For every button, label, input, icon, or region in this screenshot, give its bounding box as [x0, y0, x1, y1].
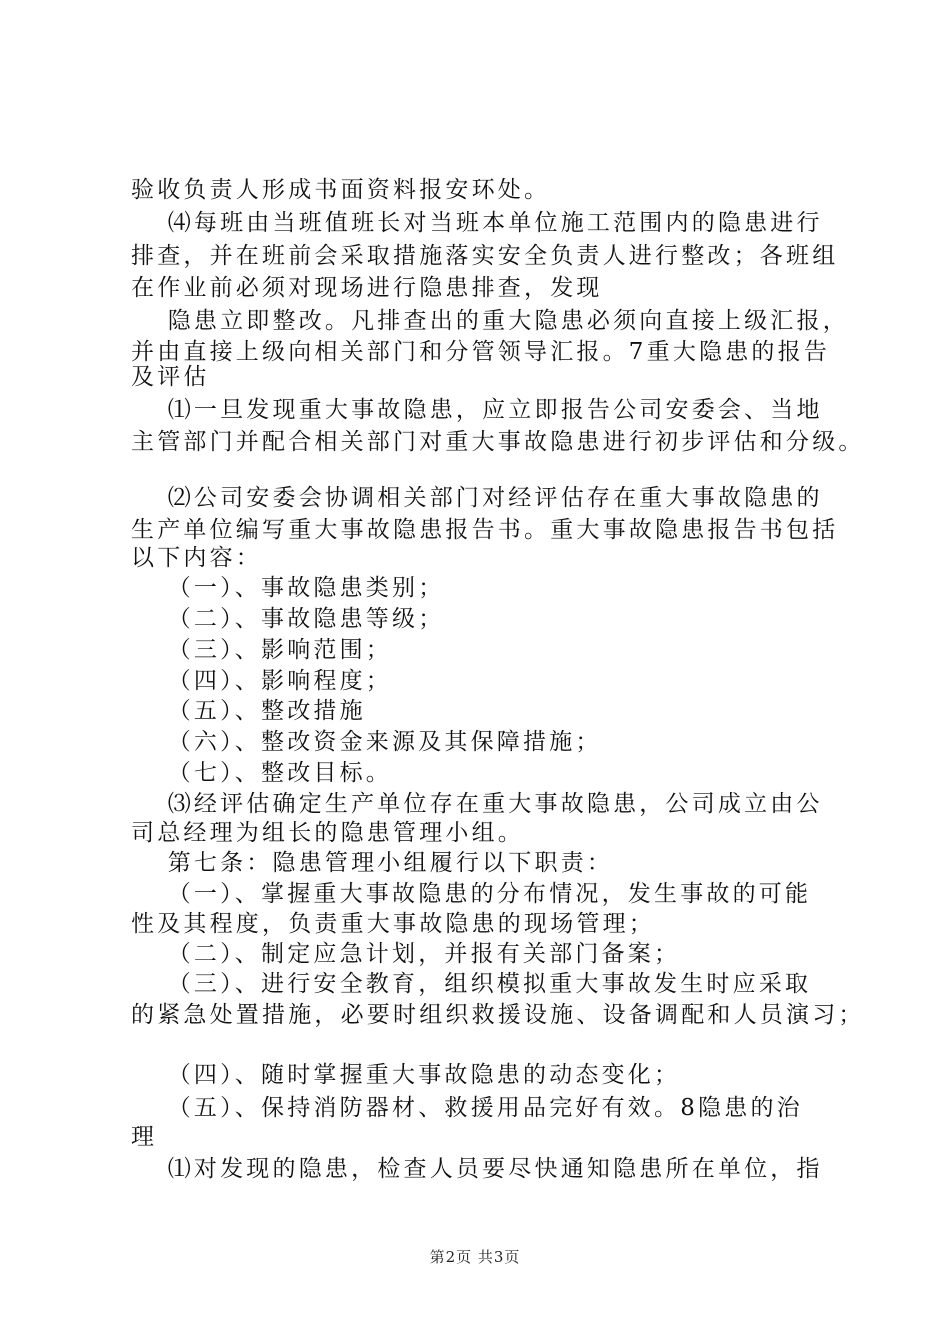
text-line: （二）、事故隐患等级； [131, 606, 445, 632]
text-line: （五）、整改措施 [131, 698, 366, 724]
text-line: （四）、影响程度； [131, 668, 393, 694]
text-line: （三）、进行安全教育，组织模拟重大事故发生时应采取 [131, 971, 812, 997]
text-line: 主管部门并配合相关部门对重大事故隐患进行初步评估和分级。 [131, 429, 865, 455]
text-line: ⑶经评估确定生产单位存在重大事故隐患，公司成立由公 [131, 791, 823, 817]
text-line: 第七条：隐患管理小组履行以下职责： [131, 850, 614, 876]
text-line: 排查，并在班前会采取措施落实安全负责人进行整改；各班组 [131, 243, 839, 269]
text-line: 司总经理为组长的隐患管理小组。 [131, 820, 524, 846]
text-line: ⑷每班由当班值班长对当班本单位施工范围内的隐患进行 [131, 210, 823, 236]
text-line: 并由直接上级向相关部门和分管领导汇报。7重大隐患的报告 [131, 339, 831, 365]
text-line: 验收负责人形成书面资料报安环处。 [131, 177, 551, 203]
text-line: 以下内容： [131, 545, 262, 571]
text-line: （五）、保持消防器材、救援用品完好有效。8隐患的治 [131, 1095, 803, 1121]
text-line: （一）、掌握重大事故隐患的分布情况，发生事故的可能 [131, 881, 812, 907]
text-line: 理 [131, 1124, 158, 1150]
text-line: 在作业前必须对现场进行隐患排查，发现 [131, 275, 603, 301]
text-line: （六）、整改资金来源及其保障措施； [131, 729, 602, 755]
text-line: 生产单位编写重大事故隐患报告书。重大事故隐患报告书包括 [131, 517, 839, 543]
text-line: 性及其程度，负责重大事故隐患的现场管理； [131, 911, 655, 937]
text-line: （四）、随时掌握重大事故隐患的动态变化； [131, 1062, 681, 1088]
text-line: ⑵公司安委会协调相关部门对经评估存在重大事故隐患的 [131, 485, 823, 511]
text-line: （三）、影响范围； [131, 637, 393, 663]
text-line: 的紧急处置措施，必要时组织救援设施、设备调配和人员演习； [131, 1002, 865, 1028]
text-line: 隐患立即整改。凡排查出的重大隐患必须向直接上级汇报， [131, 308, 849, 334]
page-number-footer: 第2页 共3页 [429, 1248, 521, 1266]
text-line: ⑴一旦发现重大事故隐患，应立即报告公司安委会、当地 [131, 397, 823, 423]
text-line: （二）、制定应急计划，并报有关部门备案； [131, 941, 681, 967]
text-line: 及评估 [131, 364, 210, 390]
text-line: （七）、整改目标。 [131, 760, 393, 786]
text-line: ⑴对发现的隐患，检查人员要尽快通知隐患所在单位，指 [131, 1156, 823, 1182]
text-line: （一）、事故隐患类别； [131, 575, 445, 601]
